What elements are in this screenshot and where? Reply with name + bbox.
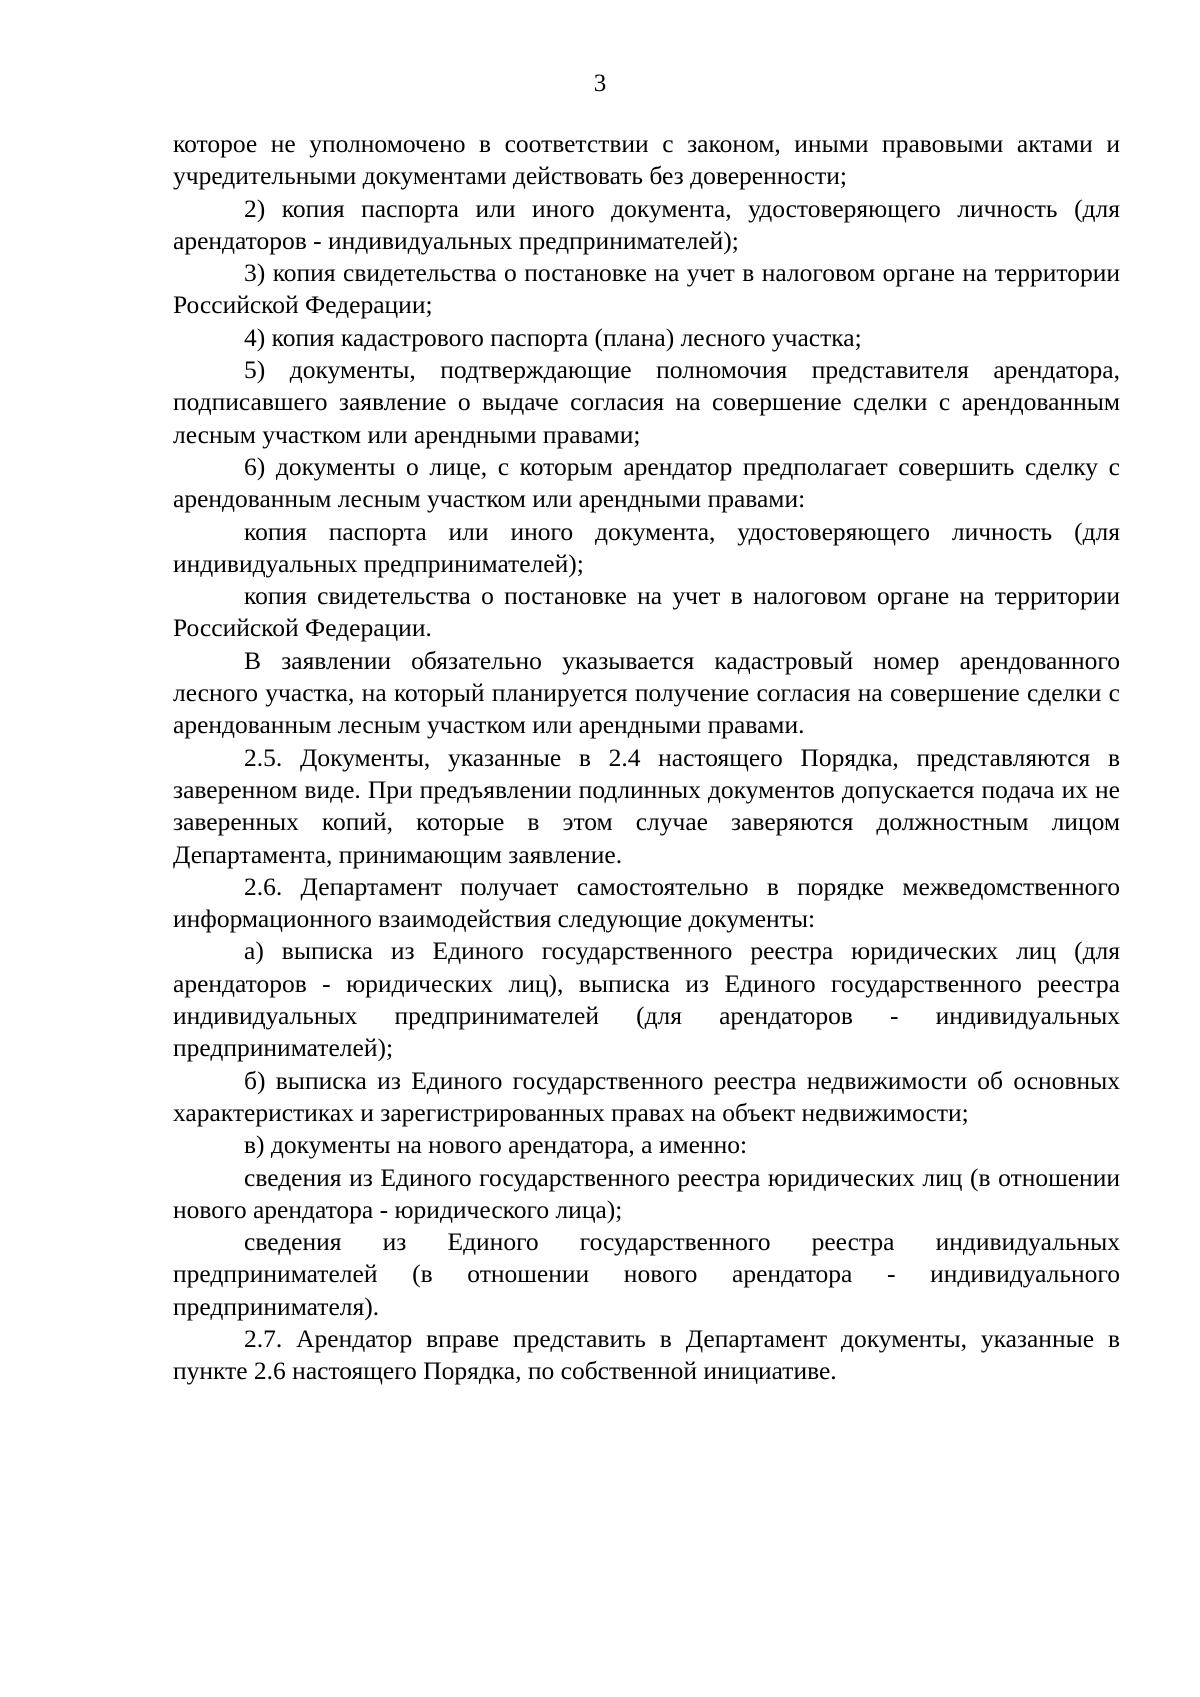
paragraph-2-6-a: а) выписка из Единого государственного реестра юридических лиц (для арендаторов - юридических лиц), выписка из Единого государственного реестра индивидуальных предпринимателей (для арендаторов - индивидуальных предпринимателей);: [173, 936, 1120, 1063]
document-body: [173, 128, 1120, 1388]
paragraph-item-4: 4) копия кадастрового паспорта (плана) лесного участка;: [244, 322, 862, 352]
page-number: 3: [593, 70, 607, 97]
paragraph-cadastral-number: В заявлении обязательно указывается кадастровый номер арендованного лесного участка, на который планируется получение согласия на совершение сделки с арендованным лесным участком или арендными правами.: [173, 645, 1120, 740]
paragraph-2-7: 2.7. Арендатор вправе представить в Департамент документы, указанные в пункте 2.6 настоящего Порядка, по собственной инициативе.: [173, 1323, 1120, 1386]
paragraph-2-5: 2.5. Документы, указанные в 2.4 настоящего Порядка, представляются в заверенном виде. При предъявлении подлинных документов допускается подача их не заверенных копий, которые в этом случае заверяются должностным лицом Департамента, принимающим заявление.: [173, 742, 1120, 869]
paragraph-2-6-b: б) выписка из Единого государственного реестра недвижимости об основных характеристиках и зарегистрированных правах на объект недвижимости;: [173, 1065, 1120, 1127]
paragraph-continuation: которое не уполномочено в соответствии с законом, иными правовыми актами и учредительными документами действовать без доверенности;: [173, 129, 1120, 191]
paragraph-2-6: 2.6. Департамент получает самостоятельно в порядке межведомственного информационного взаимодействия следующие документы:: [173, 871, 1120, 934]
paragraph-2-6-v: в) документы на нового арендатора, а именно:: [244, 1130, 748, 1160]
paragraph-item-5: 5) документы, подтверждающие полномочия представителя арендатора, подписавшего заявление о выдаче согласия на совершение сделки с арендованным лесным участком или арендными правами;: [173, 355, 1120, 449]
paragraph-item-2: 2) копия паспорта или иного документа, удостоверяющего личность (для арендаторов - индивидуальных предпринимателей);: [173, 193, 1120, 255]
paragraph-2-6-v-legal-entity: сведения из Единого государственного реестра юридических лиц (в отношении нового арендатора - юридического лица);: [173, 1162, 1120, 1224]
paragraph-item-6-tax-certificate: копия свидетельства о постановке на учет в налоговом органе на территории Российской Федерации.: [173, 581, 1120, 643]
paragraph-item-6: 6) документы о лице, с которым арендатор предполагает совершить сделку с арендованным лесным участком или арендными правами:: [173, 451, 1120, 514]
paragraph-2-6-v-entrepreneur: сведения из Единого государственного реестра индивидуальных предпринимателей (в отношении нового арендатора - индивидуального предпринимателя).: [173, 1227, 1120, 1321]
paragraph-item-3: 3) копия свидетельства о постановке на учет в налоговом органе на территории Российской Федерации;: [173, 258, 1120, 320]
paragraph-item-6-passport: копия паспорта или иного документа, удостоверяющего личность (для индивидуальных предпринимателей);: [173, 516, 1120, 578]
